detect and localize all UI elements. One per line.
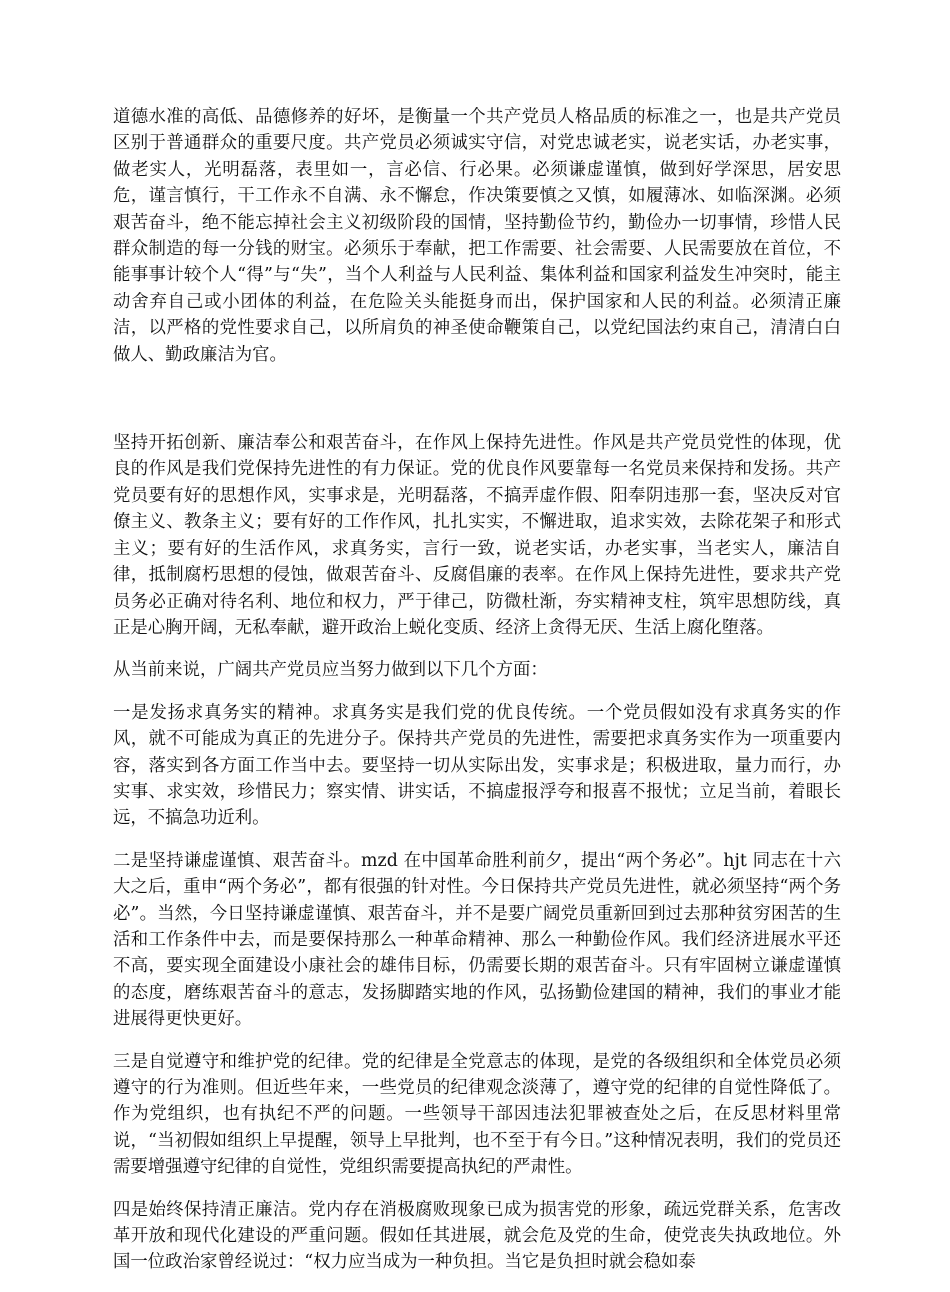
paragraph-point-three: 三是自觉遵守和维护党的纪律。党的纪律是全党意志的体现，是党的各级组织和全体党员必须遵守的行为准则。但近些年来，一些党员的纪律观念淡薄了，遵守党的纪律的自觉性降低了。作为党组织，也有执纪不严的问题。一些领导干部因违法犯罪被查处之后，在反思材料里常说，“当初假如组织上早提醒，领导上早批判，也不至于有今日。”这种情况表明，我们的党员还需要增强遵守纪律的自觉性，党组织需要提高执纪的严肃性。 [113, 1051, 841, 1178]
paragraph-point-four: 四是始终保持清正廉洁。党内存在消极腐败现象已成为损害党的形象，疏远党群关系，危害改革开放和现代化建设的严重问题。假如任其进展，就会危及党的生命，使党丧失执政地位。外国一位政治家曾经说过：“权力应当成为一种负担。当它是负担时就会稳如泰 [113, 1199, 841, 1273]
document-body [113, 104, 841, 1292]
paragraph-morality: 道德水准的高低、品德修养的好坏，是衡量一个共产党员人格品质的标准之一，也是共产党员区别于普通群众的重要尺度。共产党员必须诚实守信，对党忠诚老实，说老实话，办老实事，做老实人，光明磊落，表里如一，言必信、行必果。必须谦虚谨慎，做到好学深思，居安思危，谨言慎行，干工作永不自满、永不懈怠，作决策要慎之又慎，如履薄冰、如临深渊。必须艰苦奋斗，绝不能忘掉社会主义初级阶段的国情，坚持勤俭节约，勤俭办一切事情，珍惜人民群众制造的每一分钱的财宝。必须乐于奉献，把工作需要、社会需要、人民需要放在首位，不能事事计较个人“得”与“失”，当个人利益与人民利益、集体利益和国家利益发生冲突时，能主动舍弃自己或小团体的利益，在危险关头能挺身而出，保护国家和人民的利益。必须清正廉洁，以严格的党性要求自己，以所肩负的神圣使命鞭策自己，以党纪国法约束自己，清清白白做人、勤政廉洁为官。 [113, 107, 841, 365]
paragraph-work-style: 坚持开拓创新、廉洁奉公和艰苦奋斗，在作风上保持先进性。作风是共产党员党性的体现，优良的作风是我们党保持先进性的有力保证。党的优良作风要靠每一名党员来保持和发扬。共产党员要有好的思想作风，实事求是，光明磊落，不搞弄虚作假、阳奉阴违那一套，坚决反对官僚主义、教条主义；要有好的工作作风，扎扎实实，不懈进取，追求实效，去除花架子和形式主义；要有好的生活作风，求真务实，言行一致，说老实话，办老实事，当老实人，廉洁自律，抵制腐朽思想的侵蚀，做艰苦奋斗、反腐倡廉的表率。在作风上保持先进性，要求共产党员务必正确对待名利、地位和权力，严于律己，防微杜渐，夯实精神支柱，筑牢思想防线，真正是心胸开阔，无私奉献，避开政治上蜕化变质、经济上贪得无厌、生活上腐化堕落。 [113, 433, 841, 638]
paragraph-point-two: 二是坚持谦虚谨慎、艰苦奋斗。mzd 在中国革命胜利前夕，提出“两个务必”。hjt 同志在十六大之后，重申“两个务必”，都有很强的针对性。今日保持共产党员先进性，就必须坚持“两个务必”。当然，今日坚持谦虚谨慎、艰苦奋斗，并不是要广阔党员重新回到过去那种贫穷困苦的生活和工作条件中去，而是要保持那么一种革命精神、那么一种勤俭作风。我们经济进展水平还不高，要实现全面建设小康社会的雄伟目标，仍需要长期的艰苦奋斗。只有牢固树立谦虚谨慎的态度，磨练艰苦奋斗的意志，发扬脚踏实地的作风，弘扬勤俭建国的精神，我们的事业才能进展得更快更好。 [113, 850, 841, 1030]
paragraph-intro-aspects: 从当前来说，广阔共产党员应当努力做到以下几个方面： [113, 660, 548, 681]
paragraph-point-one: 一是发扬求真务实的精神。求真务实是我们党的优良传统。一个党员假如没有求真务实的作风，就不可能成为真正的先进分子。保持共产党员的先进性，需要把求真务实作为一项重要内容，落实到各方面工作当中去。要坚持一切从实际出发，实事求是；积极进取，量力而行，办实事、求实效，珍惜民力；察实情、讲实话，不搞虚报浮夸和报喜不报忧；立足当前，着眼长远，不搞急功近利。 [113, 702, 841, 829]
